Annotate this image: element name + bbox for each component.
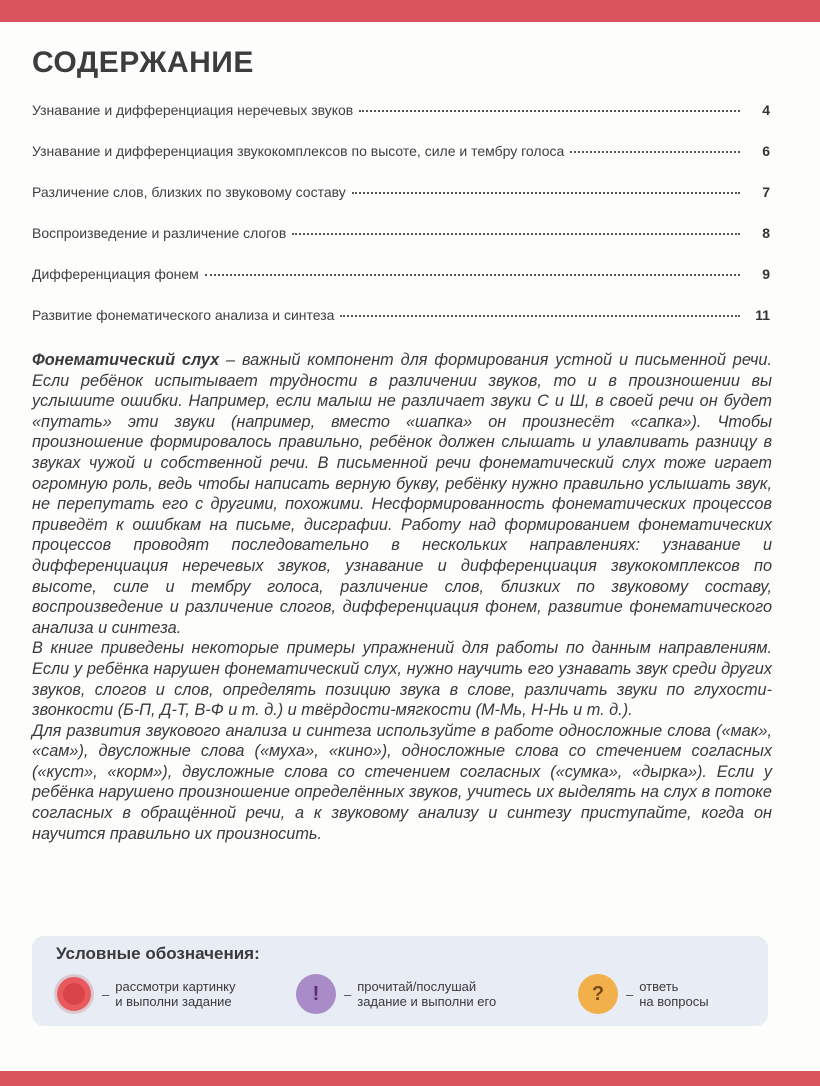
toc-leader-dots bbox=[570, 151, 740, 153]
toc-leader-dots bbox=[352, 192, 740, 194]
intro-text bbox=[32, 350, 772, 844]
legend-item-line: рассмотри картинку bbox=[115, 979, 236, 994]
toc-leader-dots bbox=[205, 274, 740, 276]
toc-entry-page: 7 bbox=[762, 184, 770, 200]
legend-item-line: и выполни задание bbox=[115, 994, 232, 1009]
intro-paragraph: В книге приведены некоторые примеры упражнений для работы по данным направлениям. Если у ребёнка нарушен фонематический слух, нужно научить его узнавать звук среди других звуков, слогов и слов, определять позицию звука в слове, различать звуки по глухости-звонкости (Б-П, Д-Т, В-Ф и т. д.) и твёрдости-мягкости (М-Мь, Н-Нь и т. д.). bbox=[32, 639, 772, 720]
toc-entry-page: 6 bbox=[762, 143, 770, 159]
intro-paragraph-text: – важный компонент для формирования устной и письменной речи. Если ребёнок испытывает трудности в различении звуков, то и в произношении вы услышите ошибки. Например, если малыш не различает звуки С и Ш, в своей речи он будет «путать» эти звуки (например, вместо «шапка» он произнесёт «сапка»). Чтобы произношение формировалось правильно, ребёнок должен слышать и улавливать разницу в звуках чужой и собственной речи. В письменной речи фонематический слух тоже играет огромную роль, ведь чтобы написать верную букву, ребёнку нужно правильно услышать звук, не перепутать его с другими, похожими. Несформированность фонематических процессов приведёт к ошибкам на письме, дисграфии. Работу над формированием фонематических процессов проводят последовательно в нескольких направлениях: узнавание и дифференциация неречевых звуков, узнавание и дифференциация звукокомплексов по высоте, силе и тембру голоса, различение слов, близких по звуковому составу, воспроизведение и различение слогов, дифференциация фонем, развитие фонематического анализа и синтеза. bbox=[32, 351, 772, 637]
toc-entry-label: Различение слов, близких по звуковому составу bbox=[32, 184, 346, 200]
toc-entry-page: 9 bbox=[762, 266, 770, 282]
legend-item-line: на вопросы bbox=[639, 994, 709, 1009]
toc-leader-dots bbox=[292, 233, 740, 235]
legend-item-line: задание и выполни его bbox=[357, 994, 497, 1009]
toc-entry[interactable] bbox=[32, 225, 770, 266]
intro-paragraph bbox=[32, 350, 772, 638]
toc-entry-label: Узнавание и дифференциация звукокомплексов по высоте, силе и тембру голоса bbox=[32, 143, 565, 159]
legend-dash: – bbox=[102, 986, 110, 1002]
legend-panel bbox=[32, 936, 768, 1026]
toc-entry-page: 11 bbox=[755, 307, 770, 323]
legend-item-read bbox=[296, 974, 496, 1014]
eye-icon bbox=[54, 974, 94, 1014]
legend-dash: – bbox=[344, 986, 352, 1002]
legend-item-answer bbox=[578, 974, 709, 1014]
intro-term: Фонематический слух bbox=[32, 351, 220, 369]
question-icon: ? bbox=[578, 974, 618, 1014]
intro-paragraph: Для развития звукового анализа и синтеза используйте в работе односложные слова («мак», «сам»), двусложные слова («муха», «кино»), односложные слова со стечением согласных («куст», «корм»), двусложные слова со стечением согласных («сумка», «дырка»). Если у ребёнка нарушено произношение определённых звуков, учитесь их выделять на слух в потоке согласных в обращённой речи, а к звуковому анализу и синтезу приступайте, когда он научится правильно их произносить. bbox=[32, 721, 772, 843]
toc-entry-label: Узнавание и дифференциация неречевых звуков bbox=[32, 102, 354, 118]
legend-item-look bbox=[54, 974, 236, 1014]
page-title: СОДЕРЖАНИЕ bbox=[32, 46, 254, 79]
bottom-color-bar bbox=[0, 1071, 820, 1086]
legend-item-text bbox=[115, 979, 235, 1009]
toc-leader-dots bbox=[340, 315, 740, 317]
toc-entry[interactable] bbox=[32, 307, 770, 348]
top-color-bar bbox=[0, 0, 820, 22]
exclamation-icon: ! bbox=[296, 974, 336, 1014]
toc-entry-label: Воспроизведение и различение слогов bbox=[32, 225, 287, 241]
toc-entry[interactable] bbox=[32, 266, 770, 307]
legend-item-text bbox=[357, 979, 496, 1009]
legend-title: Условные обозначения: bbox=[56, 944, 260, 963]
toc-entry[interactable] bbox=[32, 184, 770, 225]
legend-item-line: прочитай/послушай bbox=[357, 979, 477, 994]
toc-leader-dots bbox=[359, 110, 740, 112]
toc-entry-label: Развитие фонематического анализа и синтеза bbox=[32, 307, 335, 323]
toc-entry[interactable] bbox=[32, 143, 770, 184]
toc-entry-page: 8 bbox=[762, 225, 770, 241]
legend-item-text bbox=[639, 979, 708, 1009]
legend-item-line: ответь bbox=[639, 979, 679, 994]
toc-entry-label: Дифференциация фонем bbox=[32, 266, 199, 282]
toc-entry-page: 4 bbox=[762, 102, 770, 118]
table-of-contents bbox=[32, 102, 770, 348]
legend-dash: – bbox=[626, 986, 634, 1002]
toc-entry[interactable] bbox=[32, 102, 770, 143]
